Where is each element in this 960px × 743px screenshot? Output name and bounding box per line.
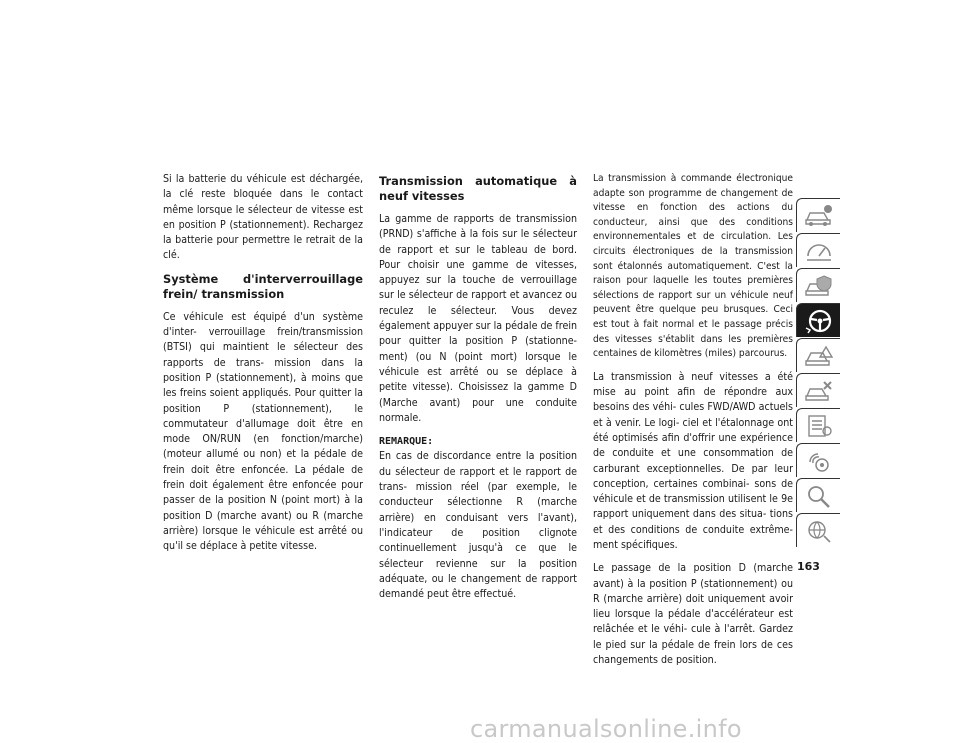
electronic-control-paragraph: La transmission à commande électronique adapte son programme de changement de vitesse en fonction des actions du conducteur, ainsi que des conditions environnementales et de circulation. Les circuits électroniques de la transmission sont étalonnés automatiquement. C'est la raison pour laquelle les toutes premières sélections de rapport sur un véhicule neuf peuvent être quelque peu brusques. Ceci est tout à fait normal et le passage précis des vitesses s'établit dans les premières centaines de kilomètres (miles) parcourus. — [593, 173, 793, 360]
tab-service[interactable] — [796, 373, 840, 407]
tab-dashboard[interactable] — [796, 233, 840, 267]
tab-car-info[interactable] — [796, 198, 840, 232]
watermark: carmanualsonline.info — [470, 715, 742, 743]
tab-specifications[interactable] — [796, 408, 840, 442]
note-label: REMARQUE: — [379, 436, 434, 448]
column-right — [593, 172, 793, 676]
battery-key-paragraph: Si la batterie du véhicule est déchargée, la clé reste bloquée dans le contact même lorsque le sélecteur de vitesse est en position P (stationnement). Rechargez la batterie pour permettre le retrait de la clé. — [163, 173, 363, 262]
btsi-heading: Système d'interverrouillage frein/ transmission — [163, 271, 363, 301]
nine-speed-heading: Transmission automatique à neuf vitesses — [379, 174, 577, 203]
car-service-icon — [804, 378, 834, 404]
btsi-paragraph: Ce véhicule est équipé d'un système d'inter- verrouillage frein/transmission (BTSI) qui maintient le sélecteur des rapports de trans- mission dans la position P (stationnement), à moins que les freins soient appliqués. Pour quitter la position P (stationnement), le commutateur d'allumage doit être en mode ON/RUN (en fonction/marche) (moteur allumé ou non) et la pédale de frein doit être enfoncée. La pédale de frein doit également être enfoncée pour passer de la position N (point mort) à la position D (marche avant) ou R (marche arrière) lorsque le véhicule est arrêté ou qu'il se déplace à petite vitesse. — [163, 310, 363, 553]
note-paragraph: En cas de discordance entre la position du sélecteur de rapport et le rapport de trans- mission réel (par exemple, le conducteur sélectionne R (marche arrière) en conduisant vers l'avant), l'indicateur de position clignote continuellement jusqu'à ce que le sélecteur revienne sur la position adéquate, ou le changement de rapport demandé peut être effectué. — [379, 450, 577, 601]
tab-languages[interactable] — [796, 513, 840, 547]
car-safety-icon — [804, 273, 834, 299]
dashboard-warning-icon — [804, 238, 834, 264]
steering-wheel-icon — [804, 308, 834, 334]
shift-paragraph: Le passage de la position D (marche avant) à la position P (stationnement) ou R (marche arrière) doit uniquement avoir lieu lorsque la pédale d'accélérateur est relâchée et le véhi- cule à l'arrêt. Gardez le pied sur la pédale de frein lors de ces changements de position. — [593, 562, 793, 667]
multimedia-icon — [804, 448, 834, 474]
tab-multimedia[interactable] — [796, 443, 840, 477]
tab-index[interactable] — [796, 478, 840, 512]
column-left — [163, 172, 363, 563]
page-number: 163 — [797, 560, 820, 573]
prnd-paragraph: La gamme de rapports de transmission (PRND) s'affiche à la fois sur le sélecteur de rapport et sur le tableau de bord. Pour choisir une gamme de vitesses, appuyez sur la touche de verrouillage sur le sélecteur de rapport et avancez ou reculez le sélecteur. Vous devez également appuyer sur la pédale de frein pour quitter la position P (stationne- ment) (ou N (point mort) lorsque le véhicule est arrêté ou se déplace à petite vitesse). Choisissez la gamme D (Marche avant) pour une conduite normale. — [379, 213, 578, 424]
specifications-list-icon — [804, 413, 834, 439]
roadside-emergency-icon — [804, 343, 834, 369]
chapter-tabs — [796, 198, 844, 548]
tab-emergency[interactable] — [796, 338, 840, 372]
language-icon — [804, 518, 834, 544]
search-index-icon — [804, 483, 834, 509]
column-middle — [379, 172, 577, 610]
tab-safety[interactable] — [796, 268, 840, 302]
tab-starting-driving[interactable] — [796, 303, 840, 337]
car-info-icon — [804, 203, 834, 229]
fwd-awd-paragraph: La transmission à neuf vitesses a été mise au point afin de répondre aux besoins des véhi- cules FWD/AWD actuels et à venir. Le logi- ciel et l'étalonnage ont été optimisés afin d'offrir une expérience de conduite et une consommation de carburant exceptionnelles. De par leur conception, certaines combinai- sons de véhicule et de transmission utilisent le 9e rapport uniquement dans des situa- tions et des conditions de conduite extrême- ment spécifiques. — [593, 370, 793, 551]
